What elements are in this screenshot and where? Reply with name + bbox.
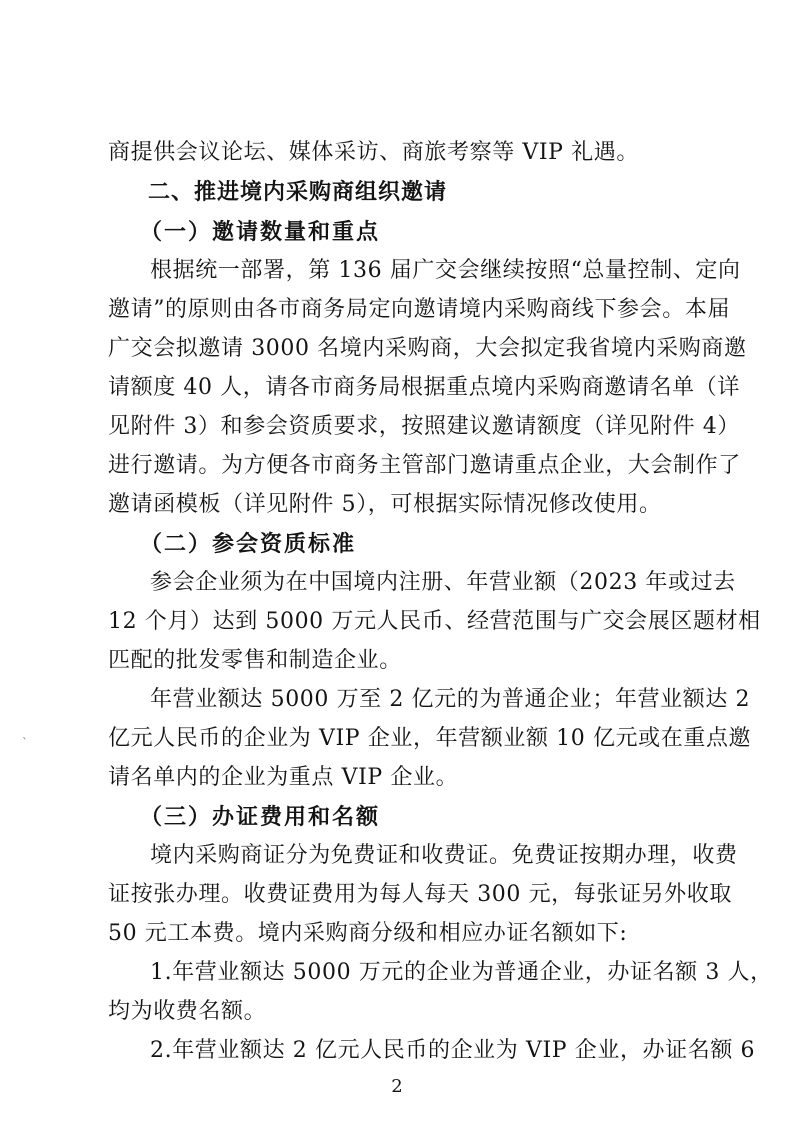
paragraph-line: 12 个月）达到 5000 万元人民币、经营范围与广交会展区题材相 bbox=[108, 609, 761, 634]
section-heading: 二、推进境内采购商组织邀请 bbox=[148, 180, 448, 205]
paragraph-line: 亿元人民币的企业为 VIP 企业，年营额业额 10 亿元或在重点邀 bbox=[108, 726, 752, 751]
paragraph-line: 广交会拟邀请 3000 名境内采购商，大会拟定我省境内采购商邀 bbox=[108, 336, 747, 361]
list-item-line: 1.年营业额达 5000 万元的企业为普通企业，办证名额 3 人， bbox=[150, 960, 773, 985]
paragraph-line: 请名单内的企业为重点 VIP 企业。 bbox=[108, 765, 459, 790]
paragraph-line: 匹配的批发零售和制造企业。 bbox=[108, 648, 402, 673]
list-item-line: 2.年营业额达 2 亿元人民币的企业为 VIP 企业，办证名额 6 bbox=[150, 1038, 756, 1063]
paragraph-line: 根据统一部署，第 136 届广交会继续按照“总量控制、定向 bbox=[150, 258, 741, 283]
list-item-line: 均为收费名额。 bbox=[108, 999, 267, 1024]
subsection-heading: （二）参会资质标准 bbox=[140, 531, 357, 557]
paragraph-line: 50 元工本费。境内采购商分级和相应办证名额如下: bbox=[108, 921, 628, 946]
page-number: 2 bbox=[391, 1076, 403, 1097]
paragraph-line: 邀请”的原则由各市商务局定向邀请境内采购商线下参会。本届 bbox=[108, 297, 731, 322]
paragraph-line: 见附件 3）和参会资质要求，按照建议邀请额度（详见附件 4） bbox=[108, 414, 740, 439]
paragraph-line: 参会企业须为在中国境内注册、年营业额（2023 年或过去 bbox=[150, 570, 736, 595]
margin-mark: ` bbox=[22, 736, 28, 750]
paragraph-line: 年营业额达 5000 万至 2 亿元的为普通企业；年营业额达 2 bbox=[150, 687, 751, 712]
paragraph-line: 证按张办理。收费证费用为每人每天 300 元，每张证另外收取 bbox=[108, 882, 732, 907]
paragraph-line: 邀请函模板（详见附件 5），可根据实际情况修改使用。 bbox=[108, 492, 662, 517]
subsection-heading: （一）邀请数量和重点 bbox=[140, 219, 381, 245]
paragraph-line: 境内采购商证分为免费证和收费证。免费证按期办理，收费 bbox=[150, 843, 738, 868]
paragraph-line: 商提供会议论坛、媒体采访、商旅考察等 VIP 礼遇。 bbox=[108, 140, 639, 165]
paragraph-line: 请额度 40 人，请各市商务局根据重点境内采购商邀请名单（详 bbox=[108, 375, 740, 400]
subsection-heading: （三）办证费用和名额 bbox=[140, 804, 381, 830]
paragraph-line: 进行邀请。为方便各市商务主管部门邀请重点企业，大会制作了 bbox=[108, 453, 741, 478]
